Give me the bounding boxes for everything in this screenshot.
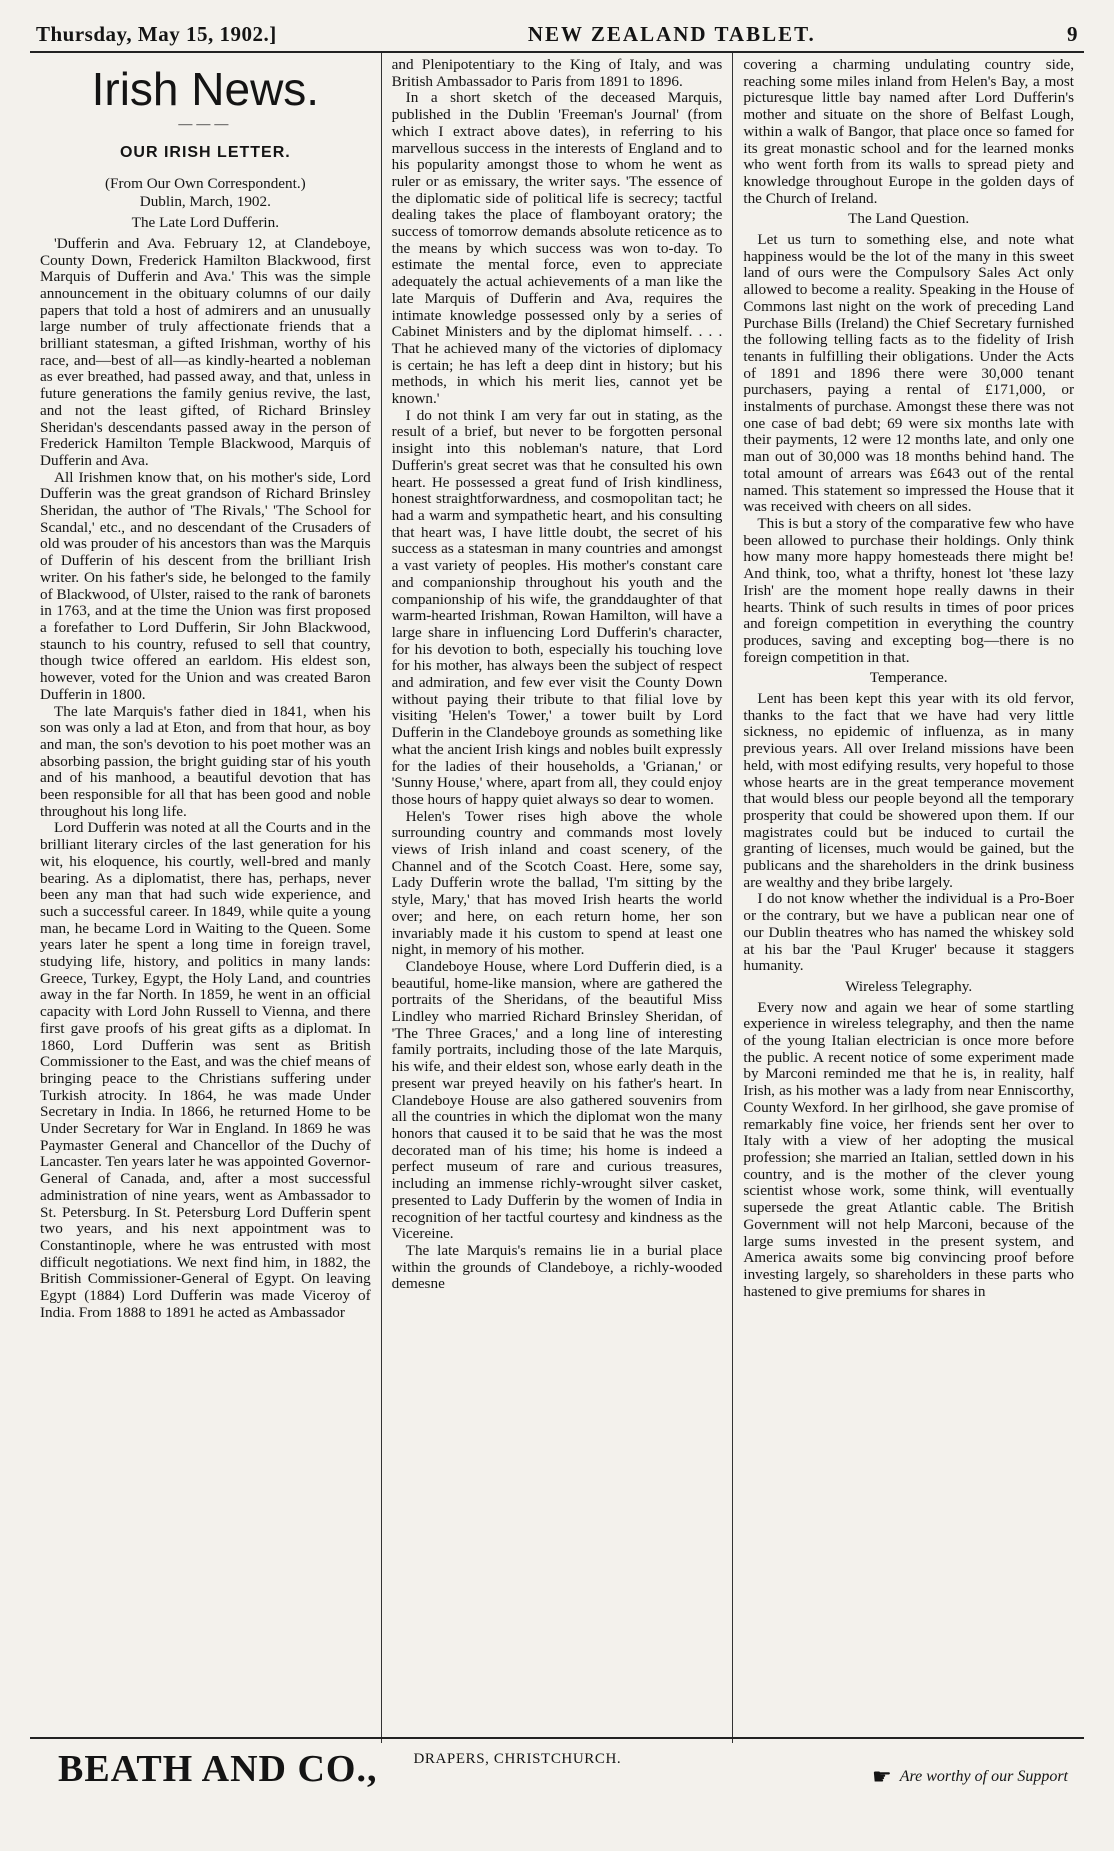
article-paragraph: I do not know whether the individual is a Pro-Boer or the contrary, but we have a publican near one of our Dublin theatres who has named the whiskey sold at his bar the 'Paul Kruger' because it staggers humanity.	[743, 890, 1075, 975]
article-paragraph: The late Marquis's father died in 1841, when his son was only a lad at Eton, and from that hour, as boy and man, the son's devotion to his poet mother was an absorbing passion, the bright guiding star of his youth and of his manhood, a beautiful devotion that has been responsible for all that has been good and noble throughout his long life.	[40, 702, 371, 820]
page-number: 9	[1066, 22, 1078, 46]
article-columns	[30, 53, 1084, 1743]
ornament-rule: ———	[178, 117, 233, 132]
article-paragraph: covering a charming undulating country side, reaching some miles inland from Helen's Bay, a most picturesque little bay named after Lord Dufferin's mother and situate on the shore of Belfast Lough, within a walk of Bangor, that place once so famed for its great monastic school and for the learned monks who went forth from its walls to spread piety and knowledge throughout Europe in the golden days of the Church of Ireland.	[743, 56, 1075, 207]
article-paragraph: The late Marquis's remains lie in a burial place within the grounds of Clandeboye, a richly-wooded demesne	[391, 1241, 723, 1293]
issue-date: Thursday, May 15, 1902.]	[36, 22, 277, 46]
pointing-hand-icon: ☛	[871, 1764, 892, 1789]
subheading: The Late Lord Dufferin.	[131, 214, 279, 232]
article-paragraph: and Plenipotentiary to the King of Italy, and was British Ambassador to Paris from 1891 to 1896.	[391, 56, 723, 90]
article-paragraph: Lord Dufferin was noted at all the Courts and in the brilliant literary circles of the last generation for his wit, his eloquence, his courtly, well-bred and manly bearing. As a diplomatist, there has, perhaps, never been any man that had such wide experience, and such a successful career. In 1849, while quite a young man, he became Lord in Waiting to the Queen. Some years later he spent a long time in foreign travel, studying life, history, and politics in many lands: Greece, Turkey, Egypt, the Holy Land, and countries away in the far North. In 1859, he went in an official capacity with Lord John Russell to Vienna, and there first gave proofs of his great gifts as a diplomat. In 1860, Lord Dufferin was sent as British Commissioner to the East, and was the chief means of bringing peace to the Christians suffering under Turkish atrocity. In 1864, he was made Under Secretary in India. In 1866, he returned Home to be Under Secretary for War in England. In 1869 he was Paymaster General and Chancellor of the Duchy of Lancaster. Ten years later he was appointed Governor-General of Canada, and, after a most successful administration of nine years, went as Ambassador to St. Petersburg. In St. Petersburg Lord Dufferin spent two years, and his next appointment was to Constantinople, where he was entrusted with most difficult negotiations. We next find him, in 1882, the British Commissioner-General of Egypt. On leaving Egypt (1884) Lord Dufferin was made Viceroy of India. From 1888 to 1891 he acted as Ambassador	[40, 819, 371, 1321]
support-line	[872, 1764, 1068, 1790]
letter-title: OUR IRISH LETTER.	[119, 144, 291, 161]
article-paragraph: Every now and again we hear of some startling experience in wireless telegraphy, and then the name of the young Italian electrician is once more before the public. A recent notice of some experiment made by Marconi reminded me that he is, in reality, half Irish, as his mother was a lady from near Enniscorthy, County Wexford. In her girlhood, she gave promise of remarkably fine voice, her friends sent her over to Italy with a view of her adopting the musical profession; she married an Italian, settled down in his country, and is the mother of the clever young scientist whose work, some think, will eventually supersede the great Atlantic cable. The British Government will not help Marconi, because of the large sums invested in the present system, and America awaits some big convincing proof before investing largely, so shareholders in these parts who hastened to give premiums for shares in	[743, 998, 1075, 1300]
paper-title: NEW ZEALAND TABLET.	[527, 22, 816, 46]
column-3	[732, 53, 1084, 1743]
article-paragraph: This is but a story of the comparative few who have been allowed to purchase their holdings. Only think how many more happy homesteads there might be! And think, too, what a thrifty, honest lot 'these lazy Irish' are the moment hope really dawns in their hearts. Think of such results in times of poor prices and foreign competition in everything the country produces, saving and excepting bog—there is no foreign competition in that.	[743, 514, 1075, 666]
section-title: Irish News.	[91, 63, 320, 115]
article-paragraph: Let us turn to something else, and note what happiness would be the lot of the many in this sweet land of ours were the Compulsory Sales Act only allowed to become a reality. Speaking in the House of Commons last night on the work of preceding Land Purchase Bills (Ireland) the Chief Secretary furnished the following telling facts as to the fidelity of Irish tenants in fulfilling their obligations. Under the Acts of 1891 and 1896 there were 30,000 tenant purchasers, paying a rental of £171,000, or instalments of purchase. Amongst these there was not one case of bad debt; 69 were six months late with their payments, 12 were 12 months late, and only one man out of 30,000 was 18 months behind hand. The total amount of arrears was £643 out of the rental named. This statement so impressed the House that it was received with cheers on all sides.	[743, 231, 1075, 516]
subheading: Wireless Telegraphy.	[845, 977, 973, 995]
column-1	[30, 53, 381, 1743]
byline: (From Our Own Correspondent.)	[104, 174, 306, 192]
article-paragraph: Helen's Tower rises high above the whole surrounding country and commands most lovely views of Irish inland and coast scenery, of the Channel and of the Scotch Coast. Here, some say, Lady Dufferin wrote the ballad, 'I'm sitting by the style, Mary,' that has moved Irish hearts the world over; and here, on each return home, her son invariably made it his custom to spend at least one night, in memory of his mother.	[391, 807, 723, 959]
article-paragraph: All Irishmen know that, on his mother's side, Lord Dufferin was the great grandson of Richard Brinsley Sheridan, the author of 'The Rivals,' 'The School for Scandal,' etc., and no descendant of the Crusaders of old was prouder of his ancestors than was the Marquis of Dufferin of his descent from the brilliant Irish writer. On his father's side, he belonged to the family of Blackwood, of Ulster, raised to the rank of baronets in 1763, and at the time the Union was first proposed a forefather to Lord Dufferin, Sir John Blackwood, staunch to his country, refused to sell that country, though twice offered an earldom. His eldest son, however, voted for the Union and was created Baron Dufferin in 1800.	[40, 468, 371, 703]
article-paragraph: In a short sketch of the deceased Marquis, published in the Dublin 'Freeman's Journal' (from which I extract above dates), in referring to his marvellous success in the interests of England and to his popularity amongst those to whom he went as ruler or as emissary, the writer says. 'The essence of the diplomatic side of political life is secrecy; tactful dealing takes the place of flamboyant oratory; the success of tomorrow demands absolute reticence as to the means by which success was won to-day. To estimate the mental force, even to appreciate adequately the actual achievements of a man like the late Marquis of Dufferin and Ava, requires the intimate knowledge possessed only by a series of Cabinet Ministers and by the diplomat himself. . . . That he achieved many of the victories of diplomacy is certain; he has left a deep dint in history; but his methods, in which his merit lies, cannot yet be known.'	[391, 89, 723, 408]
article-paragraph: I do not think I am very far out in stating, as the result of a brief, but never to be forgotten personal insight into this nobleman's nature, that Lord Dufferin's great secret was that he consulted his own heart. He possessed a great fund of Irish kindliness, honest straightforwardness, and cosmopolitan tact; he had a warm and sympathetic heart, and his consulting that heart was, I have little doubt, the secret of his success as a statesman in many countries and amongst a vast variety of peoples. His mother's constant care and companionship throughout his youth and the companionship of his wife, the granddaughter of that warm-hearted Irishman, Rowan Hamilton, will have a large share in influencing Lord Dufferin's character, for his devotion to both, especially his touching love for his mother, has always been the subject of respect and admiration, and few ever visit the County Down without paying their tribute to that filial love by visiting 'Helen's Tower,' a tower built by Lord Dufferin in the Clandeboye grounds as something like what the ancient Irish kings and nobles built expressly for the ladies of their households, a 'Grianan,' or 'Sunny House,' where, apart from all, they could enjoy those hours of happy quiet always so dear to women.	[391, 406, 723, 808]
support-text: Are worthy of our Support	[899, 1768, 1068, 1785]
advertisement-footer	[30, 1737, 1084, 1791]
article-paragraph: Lent has been kept this year with its old fervor, thanks to the fact that we have had very little sickness, no epidemic of influenza, as in many previous years. All over Ireland missions have been held, with most edifying results, very hopeful to those whose hearts are in the great temperance movement that would bless our people beyond all the temporary prosperity that could be showered upon them. If our magistrates could but be induced to curtail the granting of licenses, much would be gained, but the publicans and the shareholders in the drink business are wealthy and they bribe largely.	[743, 690, 1075, 891]
article-paragraph: Clandeboye House, where Lord Dufferin died, is a beautiful, home-like mansion, where are gathered the portraits of the Sheridans, of the beautiful Miss Lindley who married Richard Brinsley Sheridan, of 'The Three Graces,' and a long line of interesting family portraits, including those of the late Marquis, his wife, and their eldest son, whose early death in the present war preyed heavily on his father's heart. In Clandeboye House are also gathered souvenirs from all the countries in which the diplomat won the many honors that caused it to be said that he was the most decorated man of his time; his home is indeed a perfect museum of rare and curious treasures, including an immense richly-wrought silver casket, presented to Lady Dufferin by the women of India in recognition of her tactful courtesy and kindness as the Vicereine.	[391, 957, 723, 1243]
firm-name: BEATH AND CO.,	[58, 1748, 378, 1790]
dateline: Dublin, March, 1902.	[139, 193, 271, 211]
masthead	[30, 22, 1084, 53]
column-2	[381, 53, 733, 1743]
article-paragraph: 'Dufferin and Ava. February 12, at Clandeboye, County Down, Frederick Hamilton Blackwood, first Marquis of Dufferin and Ava.' This was the simple announcement in the obituary columns of our daily papers that told a host of admirers and an unusually large number of truly affectionate friends that a brilliant statesman, a gifted Irishman, worthy of his race, and—best of all—as kindly-hearted a nobleman as ever breathed, had passed away, and that, unless in future generations the family genius revive, the last, and not the least gifted, of Richard Brinsley Sheridan's descendants passed away in the person of Frederick Hamilton Temple Blackwood, Marquis of Dufferin and Ava.	[40, 234, 371, 469]
firm-trade: DRAPERS, CHRISTCHURCH.	[413, 1751, 622, 1767]
subheading: The Land Question.	[848, 210, 970, 228]
subheading: Temperance.	[869, 669, 948, 687]
